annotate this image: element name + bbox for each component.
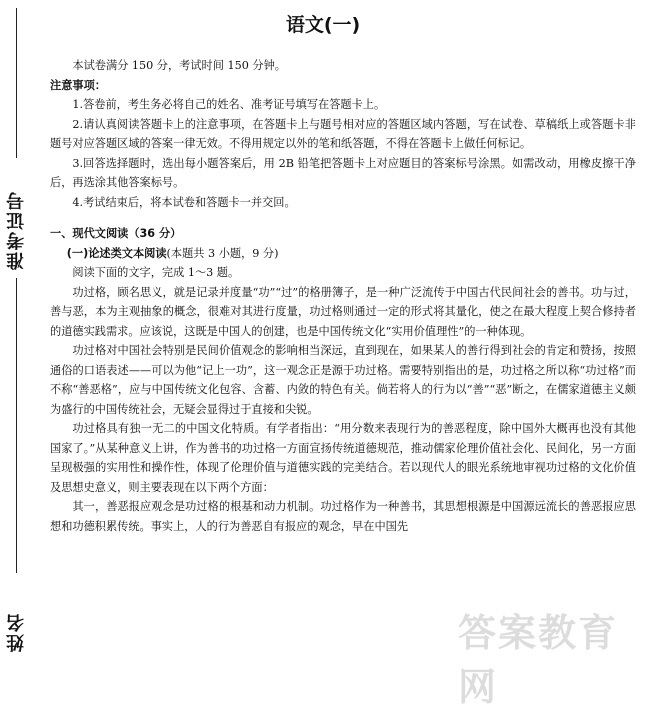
exam-number-label: 准考证号 xyxy=(6,190,27,270)
passage-paragraph: 其一，善恶报应观念是功过格的根基和动力机制。功过格作为一种善书，其思想根源是中国源远流长的善恶报应思想和功德积累传统。事实上，人的行为善恶自有报应的观念，早在中国先 xyxy=(50,500,636,533)
notice-item: 4.考试结束后，将本试卷和答题卡一并交回。 xyxy=(72,195,296,209)
passage-paragraph: 功过格具有独一无二的中国文化特质。有学者指出：“用分数来表现行为的善恶程度，除中国外大概再也没有其他国家了。”从某种意义上讲，作为善书的功过格一方面宣扬传统道德规范，推动儒家伦理价值社会化、民间化，另一方面呈现极强的实用性和操作性，体现了伦理价值与道德实践的完美结合。若以现代人的眼光系统地审视功过格的文化价值及思想史意义，则主要表现在以下两个方面： xyxy=(50,422,636,494)
page-title: 语文(一) xyxy=(285,14,361,36)
intro-text: 本试卷满分 150 分，考试时间 150 分钟。 xyxy=(72,59,286,72)
notice-item: 2.请认真阅读答题卡上的注意事项，在答题卡上与题号相对应的答题区域内答题，写在试卷、草稿纸上或答题卡非题号对应答题区域的答案一律无效。不得用规定以外的笔和纸答题，不得在答题卡上做任何标记。 xyxy=(50,117,636,150)
section-heading: 一、现代文阅读（36 分） xyxy=(50,227,182,240)
watermark-logo: 答案教育网 xyxy=(458,611,619,709)
subsection-heading xyxy=(50,244,636,264)
notice-item: 1.答卷前，考生务必将自己的姓名、准考证号填写在答题卡上。 xyxy=(72,98,386,111)
name-label: 姓名 xyxy=(6,612,27,652)
margin-binding-line xyxy=(16,278,17,573)
spacer xyxy=(50,212,636,224)
subsection-title: (一)论述类文本阅读 xyxy=(66,246,167,260)
notice-heading: 注意事项： xyxy=(50,78,106,92)
subsection-note: (本题共 3 小题，9 分) xyxy=(166,246,279,260)
passage-paragraph: 功过格对中国社会特别是民间价值观念的影响相当深远，直到现在，如果某人的善行得到社会的肯定和赞扬，按照通俗的口语表述——可以为他“记上一功”，这一观念正是源于功过格。需要特别指出的是，功过格之所以称“功过格”而不称“善恶格”，应与中国传统文化包容、含蓄、内敛的特色有关。倘若将人的行为以“善”“恶”断之，在儒家道德主义颇为盛行的中国传统社会，无疑会显得过于直接和尖锐。 xyxy=(50,344,636,416)
reading-instruction: 阅读下面的文字，完成 1～3 题。 xyxy=(72,266,240,279)
passage-paragraph: 功过格，顾名思义，就是记录并度量“功”“过”的格册簿子，是一种广泛流传于中国古代民间社会的善书。功与过，善与恶，本为主观抽象的概念，很难对其进行度量，功过格则通过一定的形式将其量化，使之在最大程度上契合修持者的道德实践需求。应该说，这既是中国人的创建，也是中国传统文化“实用价值理性”的一种体现。 xyxy=(50,285,636,338)
notice-item: 3.回答选择题时，选出每小题答案后，用 2B 铅笔把答题卡上对应题目的答案标号涂黑。如需改动，用橡皮擦干净后，再选涂其他答案标号。 xyxy=(50,156,636,189)
document-body xyxy=(50,56,636,536)
